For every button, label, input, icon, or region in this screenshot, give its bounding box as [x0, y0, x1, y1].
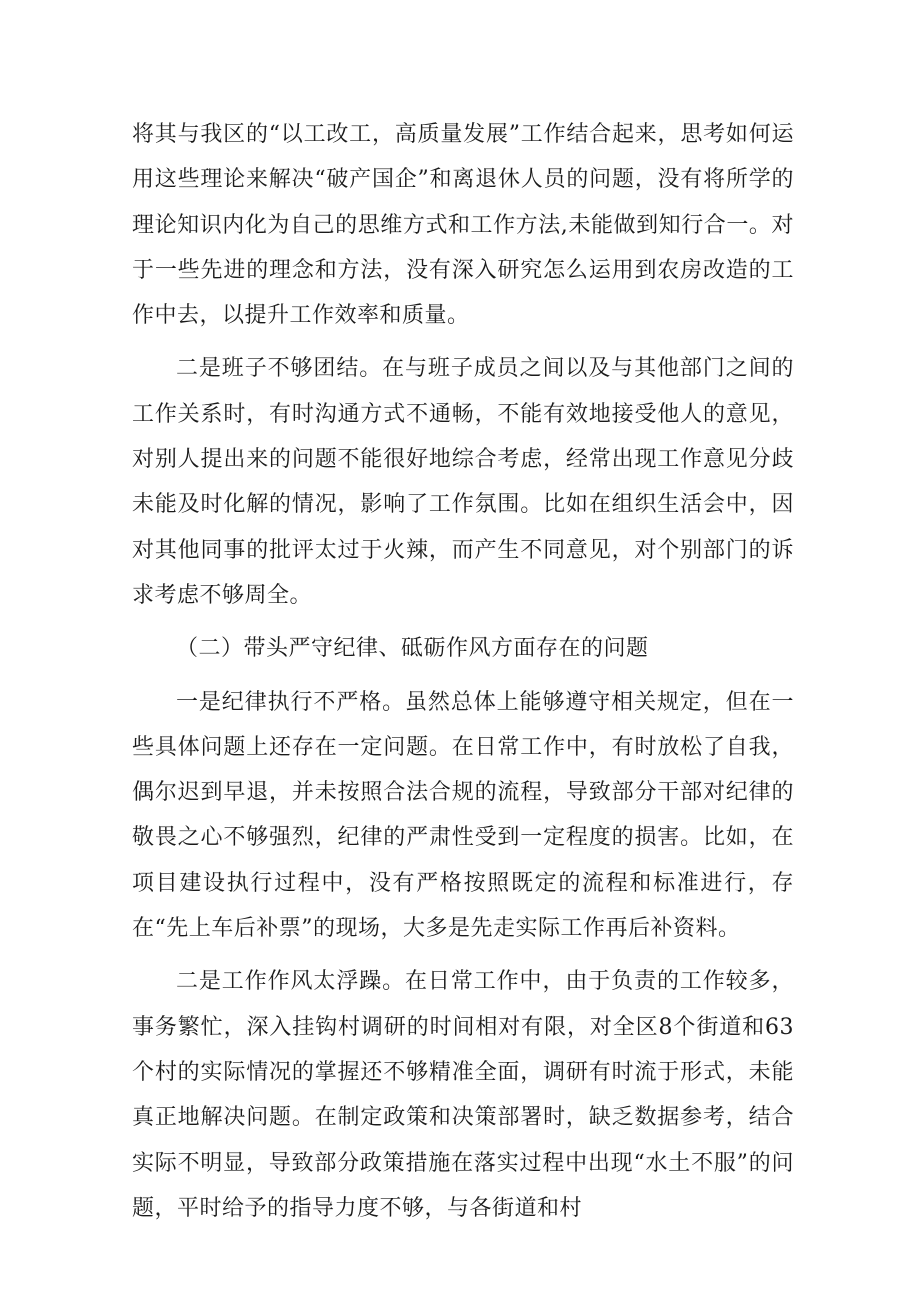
paragraph-theory-application: 将其与我区的“以工改工，高质量发展”工作结合起来，思考如何运用这些理论来解决“破产国企”和离退休人员的问题，没有将所学的理论知识内化为自己的思维方式和工作方法,未能做到知行合一。对于一些先进的理念和方法，没有深入研究怎么运用到农房改造的工作中去，以提升工作效率和质量。 — [132, 122, 794, 329]
section-heading-discipline: （二）带头严守纪律、砥砺作风方面存在的问题 — [176, 636, 649, 662]
document-body — [132, 112, 794, 1231]
paragraph-discipline-enforcement: 一是纪律执行不严格。虽然总体上能够遵守相关规定，但在一些具体问题上还存在一定问题。在日常工作中，有时放松了自我，偶尔迟到早退，并未按照合法合规的流程，导致部分干部对纪律的敬畏之心不够强烈，纪律的严肃性受到一定程度的损害。比如，在项目建设执行过程中，没有严格按照既定的流程和标准进行，存在“先上车后补票”的现场，大多是先走实际工作再后补资料。 — [132, 689, 794, 942]
paragraph-work-style: 二是工作作风太浮躁。在日常工作中，由于负责的工作较多，事务繁忙，深入挂钩村调研的时间相对有限，对全区8个街道和63个村的实际情况的掌握还不够精准全面，调研有时流于形式，未能真正地解决问题。在制定政策和决策部署时，缺乏数据参考，结合实际不明显，导致部分政策措施在落实过程中出现“水土不服”的问题，平时给予的指导力度不够，与各街道和村 — [132, 969, 794, 1221]
paragraph-team-unity: 二是班子不够团结。在与班子成员之间以及与其他部门之间的工作关系时，有时沟通方式不通畅，不能有效地接受他人的意见，对别人提出来的问题不能很好地综合考虑，经常出现工作意见分歧未能及时化解的情况，影响了工作氛围。比如在组织生活会中，因对其他同事的批评太过于火辣，而产生不同意见，对个别部门的诉求考虑不够周全。 — [132, 356, 794, 608]
